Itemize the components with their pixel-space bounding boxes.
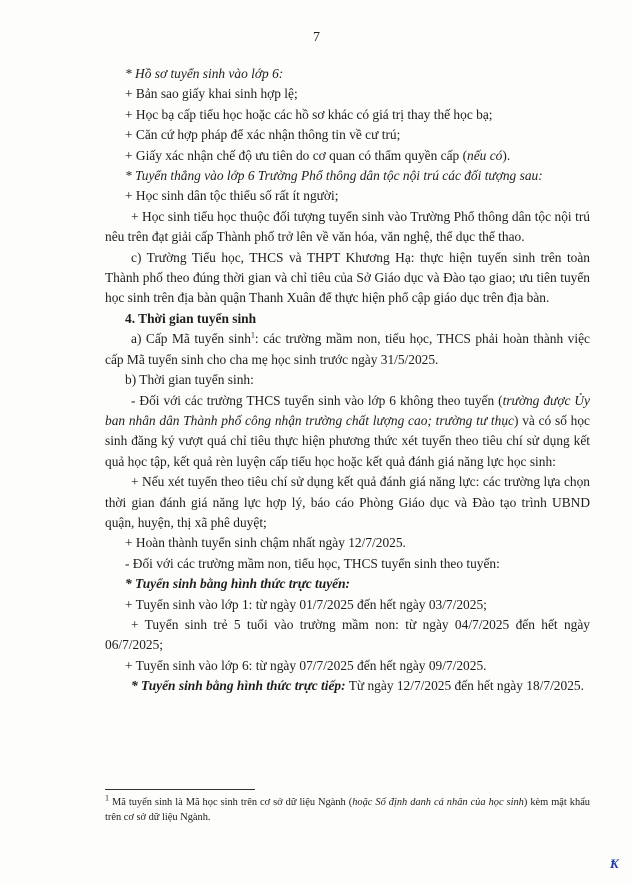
paragraph-11	[105, 329, 590, 370]
paragraph-12	[105, 370, 590, 390]
paragraph-5-it: nếu có	[467, 147, 503, 163]
paragraph-15-t: + Hoàn thành tuyển sinh chậm nhất ngày 12/7/2025.	[125, 535, 406, 551]
paragraph-9	[105, 248, 590, 309]
footnote-marker: 1	[105, 793, 109, 803]
paragraph-2	[105, 84, 590, 104]
paragraph-13	[105, 391, 590, 473]
paragraph-16	[105, 554, 590, 574]
body-text	[105, 64, 590, 697]
paragraph-1-t: * Hồ sơ tuyển sinh vào lớp 6:	[125, 66, 284, 81]
paragraph-20-t: + Tuyển sinh vào lớp 6: từ ngày 07/7/2025 đến hết ngày 09/7/2025.	[125, 657, 487, 673]
footnote	[105, 795, 590, 825]
paragraph-16-t: - Đối với các trường mầm non, tiểu học, THCS tuyển sinh theo tuyến:	[125, 555, 500, 571]
paragraph-5-t: + Giấy xác nhận chế độ ưu tiên do cơ quan có thẩm quyền cấp (	[125, 147, 468, 163]
paragraph-7	[105, 186, 590, 206]
paragraph-15	[105, 533, 590, 553]
paragraph-4-t: + Căn cứ hợp pháp để xác nhận thông tin về cư trú;	[125, 127, 401, 143]
paragraph-19	[105, 615, 590, 656]
footnote-separator	[105, 789, 255, 790]
paragraph-13-t: - Đối với các trường THCS tuyển sinh vào lớp 6 không theo tuyến (	[131, 392, 503, 408]
paragraph-18	[105, 595, 590, 615]
paragraph-13-it: trường được Ủy ban nhân dân Thành phố công nhận trường chất lượng cao; trường tư thục	[105, 392, 590, 428]
paragraph-13-t2: ) và có số học sinh đăng ký vượt quá chỉ tiêu thực hiện phương thức xét tuyển theo tiêu chí sử dụng kết quả học tập, kết quả rèn luyện cấp tiểu học hoặc kết quả đánh giá năng lực học sinh:	[105, 412, 590, 469]
paragraph-5	[105, 146, 590, 166]
paragraph-9-t: c) Trường Tiểu học, THCS và THPT Khương Hạ: thực hiện tuyển sinh trên toàn Thành phố theo đúng thời gian và chỉ tiêu của Sở Giáo dục và Đào tạo giao; ưu tiên tuyển học sinh trên địa bàn quận Thanh Xuân để thực hiện phổ cập giáo dục trên địa bàn.	[105, 249, 590, 306]
paragraph-5-t2: ).	[502, 147, 511, 163]
paragraph-10-t: 4. Thời gian tuyển sinh	[125, 310, 257, 326]
footnote-text-2: ) kèm mật khẩu trên cơ sở dữ liệu Ngành.	[105, 797, 590, 823]
paragraph-1	[105, 64, 590, 84]
paragraph-17	[105, 574, 590, 594]
paragraph-7-t: + Học sinh dân tộc thiểu số rất ít người;	[125, 188, 339, 204]
paragraph-3	[105, 105, 590, 125]
paragraph-6-t: * Tuyển thẳng vào lớp 6 Trường Phổ thông dân tộc nội trú các đối tượng sau:	[125, 168, 543, 184]
paragraph-11-t: a) Cấp Mã tuyển sinh	[131, 331, 251, 347]
footnote-text-1: Mã tuyển sinh là Mã học sinh trên cơ sở dữ liệu Ngành (	[109, 797, 353, 808]
paragraph-8	[105, 207, 590, 248]
paragraph-11-t2: : các trường mầm non, tiểu học, THCS phải hoàn thành việc cấp Mã tuyển sinh cho cha mẹ học sinh trước ngày 31/5/2025.	[105, 331, 590, 367]
footnote-text-italic: hoặc Số định danh cá nhân của học sinh	[352, 797, 524, 808]
paragraph-10	[105, 309, 590, 329]
paragraph-19-t: + Tuyển sinh trẻ 5 tuổi vào trường mầm non: từ ngày 04/7/2025 đến hết ngày 06/7/2025;	[105, 616, 590, 653]
paragraph-21-t2: Từ ngày 12/7/2025 đến hết ngày 18/7/2025.	[345, 678, 584, 694]
page-number: 7	[313, 30, 320, 45]
paragraph-21-bi: * Tuyển sinh bằng hình thức trực tiếp:	[131, 678, 346, 694]
paragraph-2-t: + Bản sao giấy khai sinh hợp lệ;	[125, 86, 298, 102]
paragraph-17-t: * Tuyển sinh bằng hình thức trực tuyến:	[125, 576, 351, 592]
paragraph-4	[105, 125, 590, 145]
paragraph-14-t: + Nếu xét tuyển theo tiêu chí sử dụng kết quả đánh giá năng lực: các trường lựa chọn thời gian đánh giá năng lực hợp lý, báo cáo Phòng Giáo dục và Đào tạo trình UBND quận, huyện, thị xã phê duyệt;	[105, 474, 590, 530]
paragraph-18-t: + Tuyển sinh vào lớp 1: từ ngày 01/7/2025 đến hết ngày 03/7/2025;	[125, 596, 487, 612]
paragraph-3-t: + Học bạ cấp tiểu học hoặc các hồ sơ khác có giá trị thay thế học bạ;	[125, 106, 493, 122]
paragraph-8-t: + Học sinh tiểu học thuộc đối tượng tuyển sinh vào Trường Phổ thông dân tộc nội trú nêu trên đạt giải cấp Thành phố trở lên về văn hóa, văn nghệ, thể dục thể thao.	[105, 208, 590, 245]
paragraph-14	[105, 472, 590, 533]
paragraph-11-sup: 1	[250, 330, 255, 340]
paragraph-20	[105, 656, 590, 676]
paragraph-12-t: b) Thời gian tuyển sinh:	[125, 372, 254, 388]
paragraph-6	[105, 166, 590, 186]
signature-mark-icon: Ҟ	[610, 856, 619, 871]
paragraph-21	[105, 676, 590, 696]
